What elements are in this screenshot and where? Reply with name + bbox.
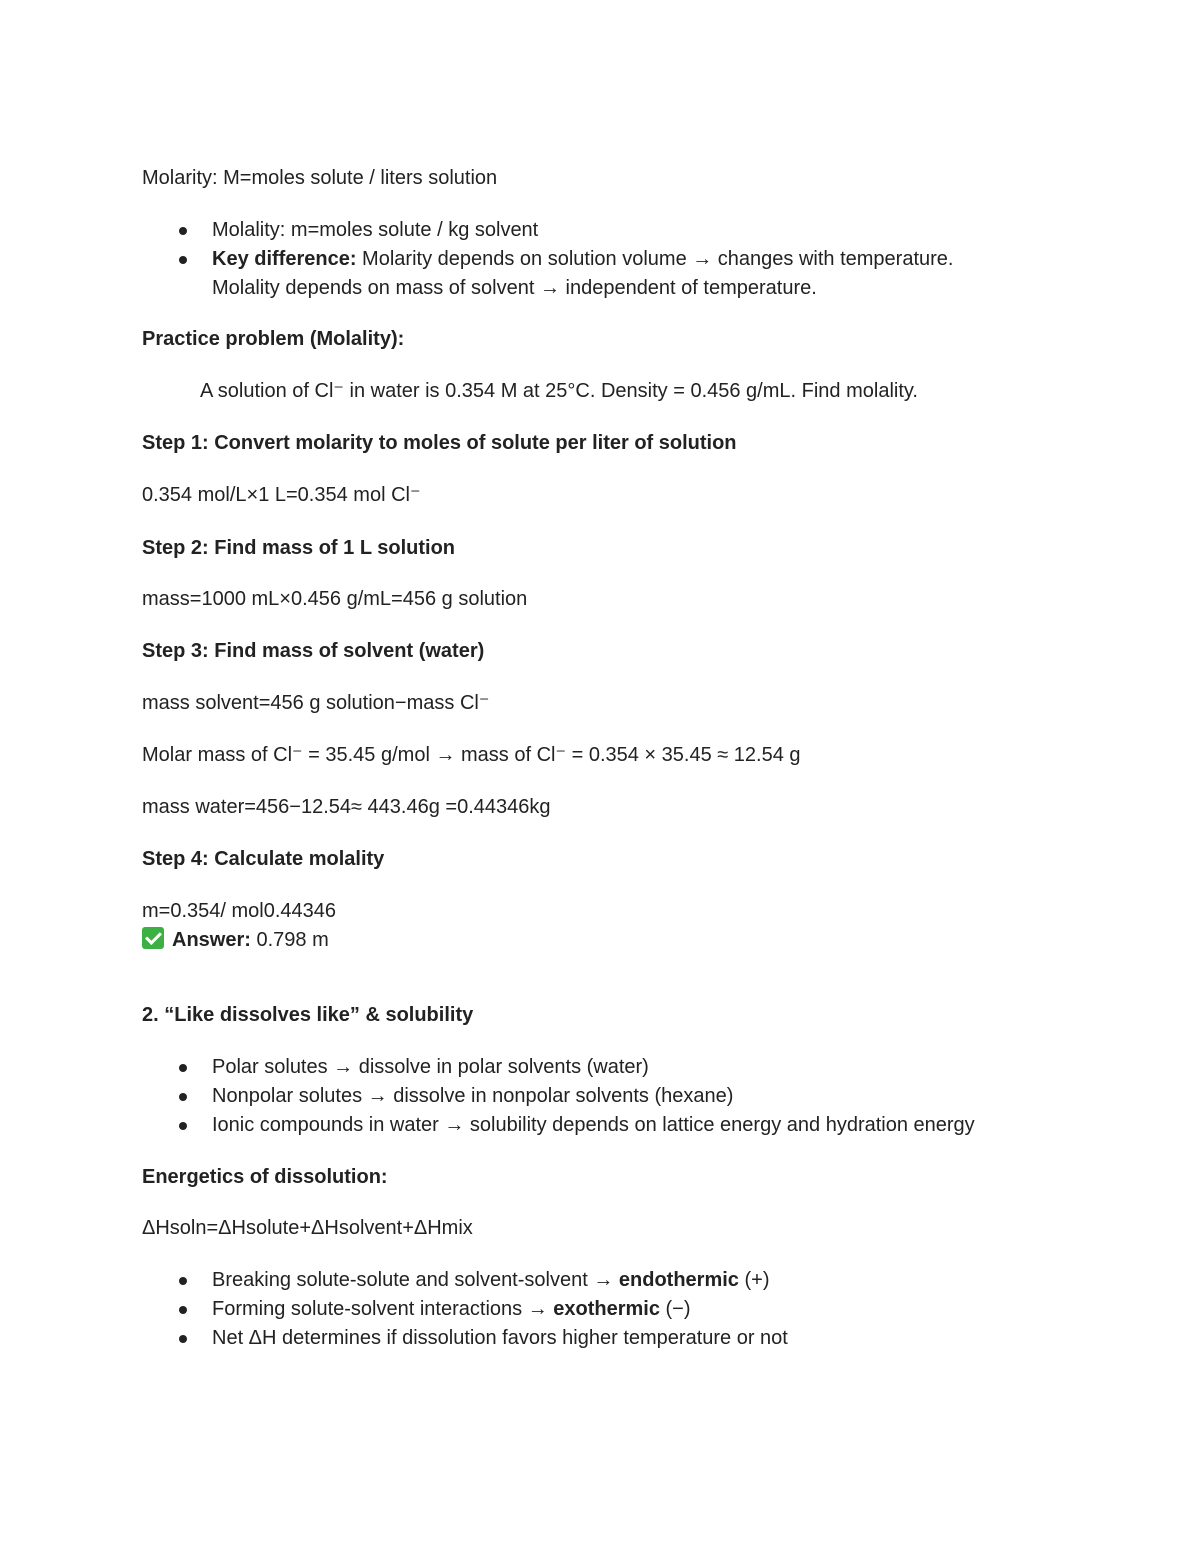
practice-heading: Practice problem (Molality): xyxy=(142,328,405,350)
energetics-equation: ΔHsoln=ΔHsolute+ΔHsolvent+ΔHmix xyxy=(142,1217,473,1239)
step2-heading: Step 2: Find mass of 1 L solution xyxy=(142,537,455,559)
step3-calc-water: mass water=456−12.54≈ 443.46g =0.44346kg xyxy=(142,796,551,818)
list-item xyxy=(142,1082,975,1111)
bullet-icon xyxy=(179,256,187,264)
bullet-icon xyxy=(179,1093,187,1101)
definitions-list xyxy=(142,216,953,303)
bullet-icon xyxy=(179,1064,187,1072)
bullet-icon xyxy=(179,1306,187,1314)
molarity-definition: Molarity: M=moles solute / liters solution xyxy=(142,167,498,189)
list-item xyxy=(142,245,953,303)
molality-definition: Molality: m=moles solute / kg solvent xyxy=(212,219,539,241)
key-difference-text: Molarity depends on solution volume → changes with temperature. xyxy=(356,248,954,270)
step2-calc: mass=1000 mL×0.456 g/mL=456 g solution xyxy=(142,588,528,610)
bullet-icon xyxy=(179,227,187,235)
list-item xyxy=(142,1053,975,1082)
list-item-text: Forming solute-solvent interactions → xyxy=(212,1298,554,1320)
checkmark-icon xyxy=(142,927,164,949)
sign-text: (+) xyxy=(738,1269,770,1291)
list-item xyxy=(142,1266,788,1295)
answer-value: 0.798 m xyxy=(250,929,329,951)
bullet-icon xyxy=(179,1335,187,1343)
step1-calc: 0.354 mol/L×1 L=0.354 mol Cl⁻ xyxy=(142,484,421,506)
list-item xyxy=(142,1295,788,1324)
solubility-list xyxy=(142,1053,975,1140)
list-item xyxy=(142,1111,975,1140)
step3-calc-solvent: mass solvent=456 g solution−mass Cl⁻ xyxy=(142,692,490,714)
list-item-text: Net ΔH determines if dissolution favors higher temperature or not xyxy=(212,1327,788,1349)
exothermic-label: exothermic xyxy=(553,1298,660,1320)
sign-text: (−) xyxy=(659,1298,691,1320)
list-item-text: Ionic compounds in water → solubility depends on lattice energy and hydration energy xyxy=(212,1114,975,1136)
energetics-list xyxy=(142,1266,788,1353)
bullet-icon xyxy=(179,1277,187,1285)
step3-heading: Step 3: Find mass of solvent (water) xyxy=(142,640,485,662)
key-difference-label: Key difference: xyxy=(212,248,357,270)
answer-line xyxy=(142,927,329,953)
answer-label: Answer: xyxy=(172,929,251,951)
step1-heading: Step 1: Convert molarity to moles of solute per liter of solution xyxy=(142,432,737,454)
list-item xyxy=(142,216,953,245)
key-difference-text-continued: Molality depends on mass of solvent → independent of temperature. xyxy=(212,277,817,299)
list-item-text: Breaking solute-solute and solvent-solvent → xyxy=(212,1269,619,1291)
step4-heading: Step 4: Calculate molality xyxy=(142,848,385,870)
list-item xyxy=(142,1324,788,1353)
energetics-heading: Energetics of dissolution: xyxy=(142,1166,388,1188)
list-item-text: Polar solutes → dissolve in polar solvents (water) xyxy=(212,1056,649,1078)
step4-calc: m=0.354/ mol0.44346 xyxy=(142,900,337,922)
section2-heading: 2. “Like dissolves like” & solubility xyxy=(142,1004,474,1026)
practice-problem: A solution of Cl⁻ in water is 0.354 M at 25°C. Density = 0.456 g/mL. Find molality. xyxy=(200,380,918,402)
list-item-text: Nonpolar solutes → dissolve in nonpolar solvents (hexane) xyxy=(212,1085,734,1107)
bullet-icon xyxy=(179,1122,187,1130)
step3-calc-molar-mass: Molar mass of Cl⁻ = 35.45 g/mol → mass of Cl⁻ = 0.354 × 35.45 ≈ 12.54 g xyxy=(142,744,801,766)
endothermic-label: endothermic xyxy=(618,1269,739,1291)
